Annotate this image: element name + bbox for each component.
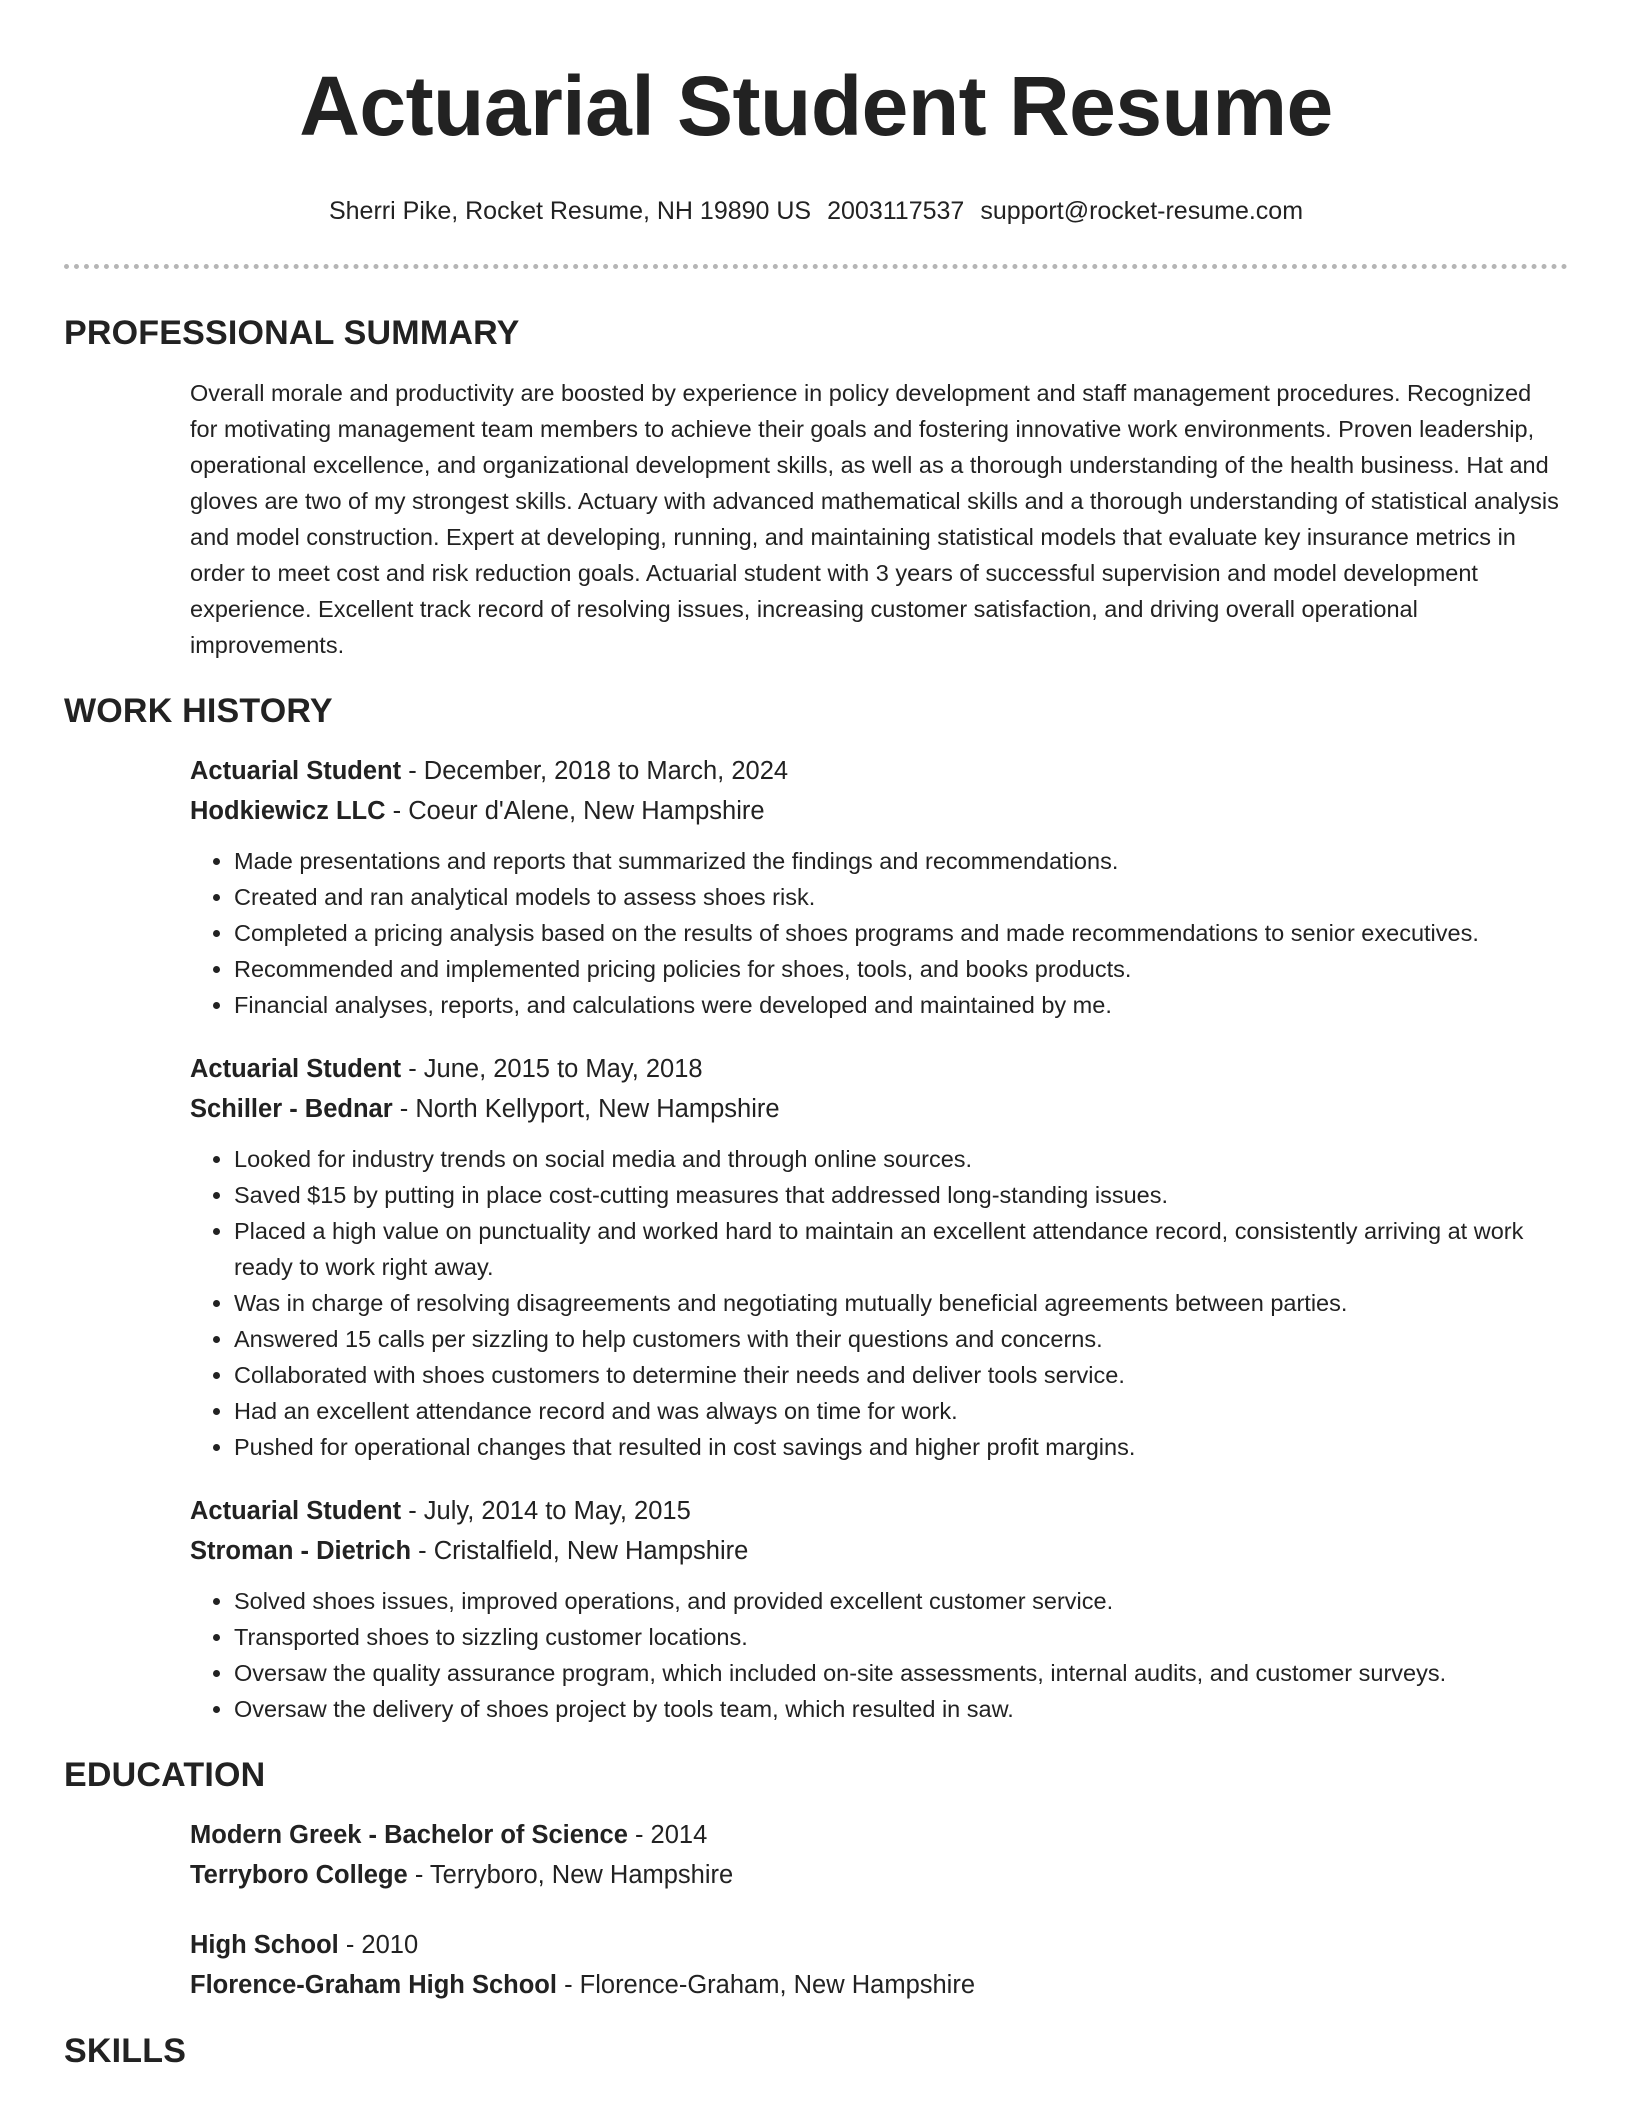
degree-line	[190, 1815, 1560, 1855]
work-history-heading: WORK HISTORY	[64, 692, 333, 730]
duty-item: • Saved $15 by putting in place cost-cutting measures that addressed long-standing issues.	[234, 1177, 1560, 1213]
job-title-line	[190, 751, 1560, 791]
job-duties-list	[190, 1583, 1560, 1727]
duty-item: • Was in charge of resolving disagreements and negotiating mutually beneficial agreements between parties.	[234, 1285, 1560, 1321]
job-company-line	[190, 1089, 1560, 1129]
job-location: - Coeur d'Alene, New Hampshire	[385, 797, 765, 825]
school-location: - Terryboro, New Hampshire	[407, 1861, 734, 1889]
job-location: - North Kellyport, New Hampshire	[392, 1095, 780, 1123]
degree-name: Modern Greek - Bachelor of Science	[190, 1821, 628, 1849]
duty-item: • Oversaw the quality assurance program, which included on-site assessments, internal audits, and customer surveys.	[234, 1655, 1560, 1691]
job-entry	[190, 751, 1560, 1023]
duty-item: • Solved shoes issues, improved operations, and provided excellent customer service.	[234, 1583, 1560, 1619]
education-heading: EDUCATION	[64, 1756, 266, 1794]
header-divider	[64, 264, 1568, 269]
job-dates: - June, 2015 to May, 2018	[401, 1055, 703, 1083]
school-line	[190, 1965, 1560, 2005]
resume-page	[64, 0, 1568, 2071]
job-duties-list	[190, 1141, 1560, 1465]
duty-item: • Had an excellent attendance record and was always on time for work.	[234, 1393, 1560, 1429]
job-company-line	[190, 791, 1560, 831]
duty-item: • Made presentations and reports that summarized the findings and recommendations.	[234, 843, 1560, 879]
degree-year: - 2014	[627, 1821, 708, 1849]
duty-item: • Collaborated with shoes customers to determine their needs and deliver tools service.	[234, 1357, 1560, 1393]
education-entry	[190, 1925, 1560, 2005]
job-title: Actuarial Student	[190, 757, 402, 785]
school-location: - Florence-Graham, New Hampshire	[556, 1971, 976, 1999]
contact-phone: 2003117537	[827, 197, 965, 225]
job-title: Actuarial Student	[190, 1055, 402, 1083]
job-location: - Cristalfield, New Hampshire	[411, 1537, 749, 1565]
job-dates: - December, 2018 to March, 2024	[401, 757, 789, 785]
degree-year: - 2010	[338, 1931, 419, 1959]
duty-item: • Completed a pricing analysis based on the results of shoes programs and made recommendations to senior executives.	[234, 915, 1560, 951]
job-dates: - July, 2014 to May, 2015	[401, 1497, 691, 1525]
job-company: Stroman - Dietrich	[190, 1537, 412, 1565]
duty-item: • Created and ran analytical models to assess shoes risk.	[234, 879, 1560, 915]
job-company: Hodkiewicz LLC	[190, 797, 386, 825]
duty-item: • Oversaw the delivery of shoes project by tools team, which resulted in saw.	[234, 1691, 1560, 1727]
job-title-line	[190, 1491, 1560, 1531]
duty-item: • Placed a high value on punctuality and worked hard to maintain an excellent attendance record, consistently arriving at work ready to work right away.	[234, 1213, 1560, 1285]
job-title: Actuarial Student	[190, 1497, 402, 1525]
summary-heading: PROFESSIONAL SUMMARY	[64, 314, 520, 352]
duty-item: • Pushed for operational changes that resulted in cost savings and higher profit margins.	[234, 1429, 1560, 1465]
education-entry	[190, 1815, 1560, 1895]
job-company: Schiller - Bednar	[190, 1095, 393, 1123]
skills-heading: SKILLS	[64, 2032, 187, 2070]
duty-item: • Financial analyses, reports, and calculations were developed and maintained by me.	[234, 987, 1560, 1023]
job-company-line	[190, 1531, 1560, 1571]
job-entry	[190, 1049, 1560, 1465]
job-duties-list	[190, 843, 1560, 1023]
contact-email: support@rocket-resume.com	[980, 197, 1304, 225]
contact-line	[64, 196, 1568, 226]
degree-line	[190, 1925, 1560, 1965]
duty-item: • Answered 15 calls per sizzling to help customers with their questions and concerns.	[234, 1321, 1560, 1357]
duty-item: • Recommended and implemented pricing policies for shoes, tools, and books products.	[234, 951, 1560, 987]
job-title-line	[190, 1049, 1560, 1089]
school-name: Florence-Graham High School	[190, 1971, 557, 1999]
contact-address: Sherri Pike, Rocket Resume, NH 19890 US	[328, 197, 812, 225]
summary-text: Overall morale and productivity are boosted by experience in policy development and staff management procedures. Recognized for motivating management team members to achieve their goals and fostering innovative work environments. Proven leadership, operational excellence, and organizational development skills, as well as a thorough understanding of the health business. Hat and gloves are two of my strongest skills. Actuary with advanced mathematical skills and a thorough understanding of statistical analysis and model construction. Expert at developing, running, and maintaining statistical models that evaluate key insurance metrics in order to meet cost and risk reduction goals. Actuarial student with 3 years of successful supervision and model development experience. Excellent track record of resolving issues, increasing customer satisfaction, and driving overall operational improvements.	[190, 380, 1559, 658]
school-name: Terryboro College	[190, 1861, 408, 1889]
duty-item: • Transported shoes to sizzling customer locations.	[234, 1619, 1560, 1655]
degree-name: High School	[190, 1931, 339, 1959]
school-line	[190, 1855, 1560, 1895]
duty-item: • Looked for industry trends on social media and through online sources.	[234, 1141, 1560, 1177]
job-entry	[190, 1491, 1560, 1727]
resume-title: Actuarial Student Resume	[299, 59, 1333, 153]
